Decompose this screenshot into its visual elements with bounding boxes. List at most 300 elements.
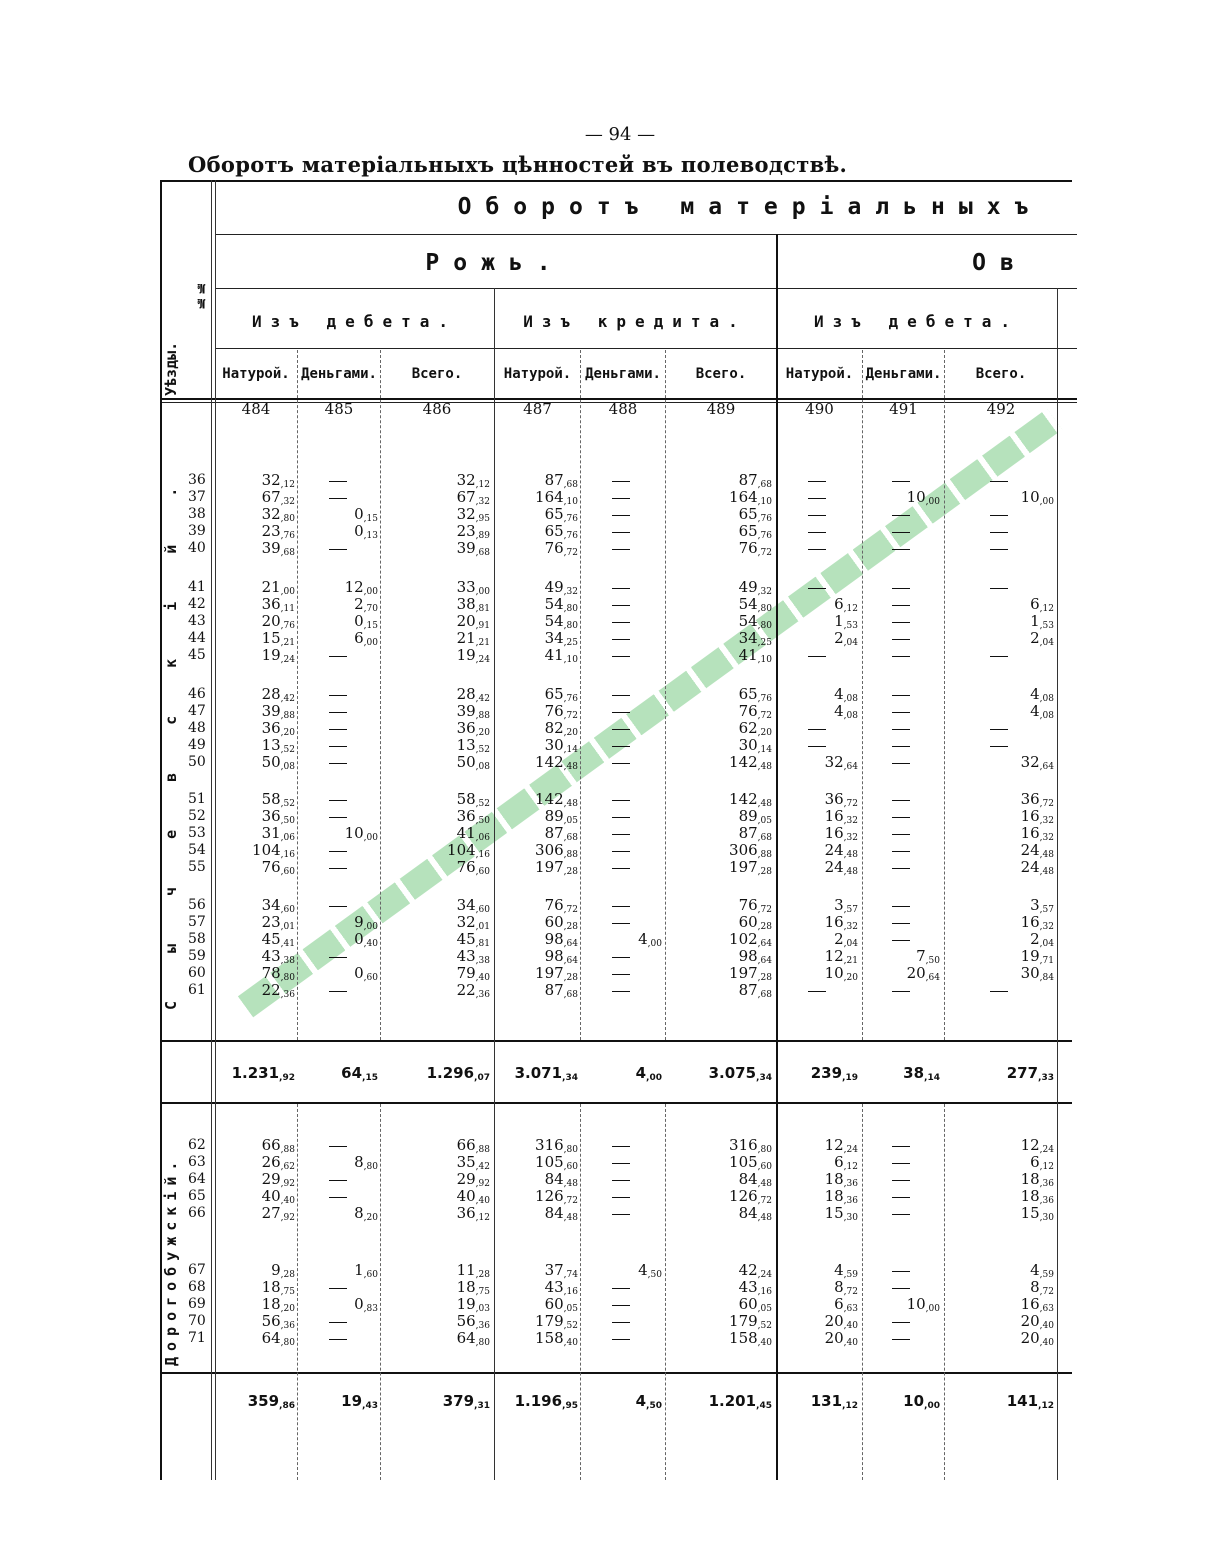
table-cell: $158_{,40}$: [729, 1329, 772, 1348]
table-cell: $84_{,48}$: [738, 1170, 772, 1189]
table-cell: $87_{,68}$: [544, 981, 578, 1000]
table-cell: [297, 983, 378, 998]
table-cell: $6_{,00}$: [354, 629, 378, 648]
table-cell: $32_{,95}$: [456, 505, 490, 524]
table-cell: [297, 1172, 378, 1187]
total-cell: $3.075_{,34}$: [708, 1064, 772, 1083]
table-cell: [862, 1314, 940, 1329]
table-cell: [580, 1172, 662, 1187]
subheader-col-4: Натурой.: [503, 366, 572, 382]
table-cell: [862, 738, 940, 753]
table-cell: $23_{,01}$: [261, 913, 295, 932]
table-cell: [580, 949, 662, 964]
table-cell: [580, 631, 662, 646]
table-cell: $12_{,24}$: [824, 1136, 858, 1155]
table-cell: $164_{,10}$: [729, 488, 772, 507]
table-cell: $10_{,00}$: [906, 1295, 940, 1314]
table-cell: $43_{,38}$: [261, 947, 295, 966]
table-cell: $49_{,32}$: [544, 578, 578, 597]
table-cell: [580, 524, 662, 539]
table-cell: [776, 983, 858, 998]
table-cell: $65_{,76}$: [738, 522, 772, 541]
table-cell: [944, 473, 1054, 488]
table-cell: [580, 915, 662, 930]
table-cell: $0_{,13}$: [354, 522, 378, 541]
table-cell: $197_{,28}$: [535, 964, 578, 983]
row-number: 47: [188, 703, 206, 719]
table-cell: $2_{,04}$: [834, 930, 858, 949]
table-cell: $20_{,76}$: [261, 612, 295, 631]
table-cell: $2_{,04}$: [1030, 629, 1054, 648]
table-cell: $10_{,20}$: [824, 964, 858, 983]
table-cell: $4_{,00}$: [638, 930, 662, 949]
table-cell: [862, 983, 940, 998]
table-cell: [580, 580, 662, 595]
table-cell: [580, 597, 662, 612]
table-cell: $50_{,08}$: [456, 753, 490, 772]
table-cell: $65_{,76}$: [738, 505, 772, 524]
table-cell: [776, 648, 858, 663]
table-cell: $24_{,48}$: [1020, 841, 1054, 860]
row-number: 53: [188, 825, 206, 841]
table-cell: [862, 507, 940, 522]
table-cell: [776, 541, 858, 556]
table-cell: $28_{,42}$: [456, 685, 490, 704]
total-cell: $1.231_{,92}$: [231, 1064, 295, 1083]
header-rye-credit: Изъ кредита.: [523, 312, 747, 331]
table-cell: $18_{,36}$: [1020, 1187, 1054, 1206]
row-number: 58: [188, 931, 206, 947]
row-number: 70: [188, 1313, 206, 1329]
table-cell: $76_{,72}$: [738, 702, 772, 721]
table-cell: $142_{,48}$: [535, 753, 578, 772]
table-cell: [580, 843, 662, 858]
table-cell: [862, 580, 940, 595]
row-number: 69: [188, 1296, 206, 1312]
table-cell: $4_{,50}$: [638, 1261, 662, 1280]
row-number: 63: [188, 1154, 206, 1170]
row-number: 60: [188, 965, 206, 981]
table-cell: $16_{,32}$: [1020, 824, 1054, 843]
table-cell: $39_{,68}$: [456, 539, 490, 558]
table-cell: $316_{,80}$: [535, 1136, 578, 1155]
table-cell: $41_{,06}$: [456, 824, 490, 843]
row-number: 38: [188, 506, 206, 522]
table-cell: $34_{,25}$: [544, 629, 578, 648]
table-cell: $306_{,88}$: [729, 841, 772, 860]
row-number: 61: [188, 982, 206, 998]
table-cell: $36_{,72}$: [1020, 790, 1054, 809]
table-cell: [297, 687, 378, 702]
table-cell: $39_{,88}$: [261, 702, 295, 721]
table-cell: $78_{,80}$: [261, 964, 295, 983]
table-cell: $0_{,83}$: [354, 1295, 378, 1314]
table-cell: $65_{,76}$: [738, 685, 772, 704]
column-number-490: 490: [805, 400, 834, 418]
table-cell: [580, 1155, 662, 1170]
table-cell: $43_{,16}$: [738, 1278, 772, 1297]
table-cell: $28_{,42}$: [261, 685, 295, 704]
table-cell: [297, 860, 378, 875]
table-cell: [297, 1331, 378, 1346]
table-cell: $76_{,60}$: [261, 858, 295, 877]
table-cell: [580, 687, 662, 702]
table-cell: $30_{,84}$: [1020, 964, 1054, 983]
table-cell: $76_{,72}$: [544, 539, 578, 558]
table-cell: [944, 983, 1054, 998]
subheader-col-9: Всего.: [975, 366, 1027, 382]
table-cell: $36_{,20}$: [456, 719, 490, 738]
table-cell: $102_{,64}$: [729, 930, 772, 949]
table-cell: $6_{,12}$: [1030, 1153, 1054, 1172]
table-cell: $27_{,92}$: [261, 1204, 295, 1223]
table-cell: $0_{,15}$: [354, 612, 378, 631]
row-number: 57: [188, 914, 206, 930]
table-cell: $8_{,72}$: [1030, 1278, 1054, 1297]
table-cell: $32_{,01}$: [456, 913, 490, 932]
table-cell: $76_{,72}$: [544, 896, 578, 915]
table-cell: $0_{,40}$: [354, 930, 378, 949]
table-cell: [862, 1280, 940, 1295]
total-cell: $131_{,12}$: [810, 1392, 858, 1411]
table-cell: $19_{,03}$: [456, 1295, 490, 1314]
table-cell: [297, 1189, 378, 1204]
row-number: 36: [188, 472, 206, 488]
table-cell: [862, 932, 940, 947]
table-cell: $50_{,08}$: [261, 753, 295, 772]
table-cell: $98_{,64}$: [544, 930, 578, 949]
table-cell: [580, 1206, 662, 1221]
table-cell: [580, 826, 662, 841]
table-cell: $12_{,00}$: [344, 578, 378, 597]
row-number: 44: [188, 630, 206, 646]
row-number: 50: [188, 754, 206, 770]
table-cell: $10_{,00}$: [344, 824, 378, 843]
row-number: 59: [188, 948, 206, 964]
subheader-col-3: Всего.: [411, 366, 463, 382]
table-cell: $32_{,80}$: [261, 505, 295, 524]
table-cell: $21_{,21}$: [456, 629, 490, 648]
table-cell: $19_{,24}$: [456, 646, 490, 665]
header-turnover: Оборотъ матеріальныхъ: [457, 194, 1043, 220]
table-cell: [580, 541, 662, 556]
table-cell: $67_{,32}$: [261, 488, 295, 507]
table-cell: [580, 507, 662, 522]
total-cell: $277_{,33}$: [1006, 1064, 1054, 1083]
table-cell: $15_{,30}$: [1020, 1204, 1054, 1223]
total-cell: $359_{,86}$: [247, 1392, 295, 1411]
table-cell: $58_{,52}$: [456, 790, 490, 809]
table-cell: $65_{,76}$: [544, 522, 578, 541]
table-cell: $0_{,60}$: [354, 964, 378, 983]
table-cell: $20_{,91}$: [456, 612, 490, 631]
table-cell: [862, 473, 940, 488]
table-cell: [862, 614, 940, 629]
total-cell: $4_{,50}$: [635, 1392, 662, 1411]
row-number: 51: [188, 791, 206, 807]
table-cell: $142_{,48}$: [729, 790, 772, 809]
table-cell: $4_{,59}$: [834, 1261, 858, 1280]
table-cell: $60_{,05}$: [738, 1295, 772, 1314]
table-cell: $16_{,32}$: [1020, 913, 1054, 932]
table-cell: [776, 738, 858, 753]
table-cell: $16_{,63}$: [1020, 1295, 1054, 1314]
table-cell: $76_{,72}$: [738, 539, 772, 558]
table-cell: [580, 792, 662, 807]
row-number: 40: [188, 540, 206, 556]
table-cell: $10_{,00}$: [906, 488, 940, 507]
table-cell: $84_{,48}$: [544, 1170, 578, 1189]
table-cell: [297, 1138, 378, 1153]
table-cell: $76_{,72}$: [544, 702, 578, 721]
row-number: 52: [188, 808, 206, 824]
column-number-491: 491: [889, 400, 918, 418]
table-cell: $84_{,48}$: [738, 1204, 772, 1223]
table-cell: $1_{,53}$: [1030, 612, 1054, 631]
table-cell: $6_{,63}$: [834, 1295, 858, 1314]
column-number-485: 485: [324, 400, 354, 418]
table-cell: $16_{,32}$: [824, 913, 858, 932]
table-cell: $18_{,36}$: [1020, 1170, 1054, 1189]
table-cell: $4_{,08}$: [834, 685, 858, 704]
table-cell: $13_{,52}$: [261, 736, 295, 755]
table-cell: $54_{,80}$: [738, 612, 772, 631]
table-cell: $66_{,88}$: [456, 1136, 490, 1155]
table-cell: $197_{,28}$: [729, 964, 772, 983]
table-cell: $87_{,68}$: [738, 824, 772, 843]
row-number: 37: [188, 489, 206, 505]
table-cell: $54_{,80}$: [544, 612, 578, 631]
table-cell: [862, 860, 940, 875]
table-cell: [862, 631, 940, 646]
total-cell: $3.071_{,34}$: [514, 1064, 578, 1083]
table-cell: $3_{,57}$: [1030, 896, 1054, 915]
row-number: 41: [188, 579, 206, 595]
table-cell: $64_{,80}$: [456, 1329, 490, 1348]
table-cell: $104_{,16}$: [447, 841, 490, 860]
header-rye: Рожь.: [425, 250, 565, 276]
row-number: 56: [188, 897, 206, 913]
table-cell: $24_{,48}$: [1020, 858, 1054, 877]
table-cell: $18_{,36}$: [824, 1187, 858, 1206]
table-cell: [580, 966, 662, 981]
table-cell: [580, 983, 662, 998]
table-cell: $34_{,60}$: [261, 896, 295, 915]
table-cell: $18_{,75}$: [261, 1278, 295, 1297]
row-number: 55: [188, 859, 206, 875]
table-cell: [776, 507, 858, 522]
table-cell: $4_{,08}$: [1030, 685, 1054, 704]
table-cell: [776, 524, 858, 539]
table-cell: $105_{,60}$: [729, 1153, 772, 1172]
table-cell: $19_{,24}$: [261, 646, 295, 665]
total-cell: $4_{,00}$: [635, 1064, 662, 1083]
table-cell: [862, 524, 940, 539]
table-cell: $8_{,20}$: [354, 1204, 378, 1223]
table-cell: [297, 792, 378, 807]
table-cell: [862, 898, 940, 913]
table-cell: $4_{,08}$: [834, 702, 858, 721]
table-cell: $1_{,60}$: [354, 1261, 378, 1280]
table-cell: [580, 704, 662, 719]
table-cell: [580, 755, 662, 770]
total-cell: $379_{,31}$: [442, 1392, 490, 1411]
table-cell: $24_{,48}$: [824, 841, 858, 860]
table-cell: $40_{,40}$: [261, 1187, 295, 1206]
table-cell: [297, 843, 378, 858]
table-cell: [580, 648, 662, 663]
table-cell: $56_{,36}$: [261, 1312, 295, 1331]
table-cell: $18_{,75}$: [456, 1278, 490, 1297]
table-cell: [580, 1280, 662, 1295]
table-cell: [862, 1189, 940, 1204]
row-number: 67: [188, 1262, 206, 1278]
table-cell: [580, 1331, 662, 1346]
table-cell: $79_{,40}$: [456, 964, 490, 983]
table-cell: $19_{,71}$: [1020, 947, 1054, 966]
table-cell: $1_{,53}$: [834, 612, 858, 631]
table-cell: $89_{,05}$: [544, 807, 578, 826]
header-oats: Ов: [972, 250, 1028, 276]
table-cell: $36_{,50}$: [261, 807, 295, 826]
table-cell: $29_{,92}$: [261, 1170, 295, 1189]
table-cell: $13_{,52}$: [456, 736, 490, 755]
table-cell: [862, 1206, 940, 1221]
row-number: 64: [188, 1171, 206, 1187]
table-cell: [862, 541, 940, 556]
table-cell: [862, 843, 940, 858]
table-cell: [580, 1189, 662, 1204]
row-number: 65: [188, 1188, 206, 1204]
table-cell: $36_{,72}$: [824, 790, 858, 809]
table-cell: $104_{,16}$: [252, 841, 295, 860]
row-number: 66: [188, 1205, 206, 1221]
table-cell: $82_{,20}$: [544, 719, 578, 738]
row-number: 68: [188, 1279, 206, 1295]
table-cell: $18_{,36}$: [824, 1170, 858, 1189]
table-cell: [862, 915, 940, 930]
table-cell: $3_{,57}$: [834, 896, 858, 915]
table-cell: $197_{,28}$: [535, 858, 578, 877]
table-cell: $40_{,40}$: [456, 1187, 490, 1206]
table-cell: $34_{,25}$: [738, 629, 772, 648]
subheader-col-2: Деньгами.: [301, 366, 377, 382]
header-number: №№: [194, 280, 209, 310]
table-cell: [862, 809, 940, 824]
table-cell: $60_{,05}$: [544, 1295, 578, 1314]
header-uezd: Уѣзды.: [162, 341, 180, 396]
table-cell: $6_{,12}$: [834, 595, 858, 614]
column-number-486: 486: [422, 400, 452, 418]
table-cell: [297, 721, 378, 736]
table-cell: $54_{,80}$: [544, 595, 578, 614]
table-cell: [776, 580, 858, 595]
header-rye-debit: Изъ дебета.: [252, 312, 457, 331]
table-cell: $21_{,00}$: [261, 578, 295, 597]
page-number: — 94 —: [584, 124, 656, 145]
table-cell: $31_{,06}$: [261, 824, 295, 843]
table-cell: [297, 1280, 378, 1295]
total-cell: $38_{,14}$: [903, 1064, 940, 1083]
table-cell: $35_{,42}$: [456, 1153, 490, 1172]
row-number: 39: [188, 523, 206, 539]
table-cell: [862, 826, 940, 841]
table-cell: $2_{,70}$: [354, 595, 378, 614]
table-cell: [297, 541, 378, 556]
table-cell: $98_{,64}$: [544, 947, 578, 966]
table-cell: [580, 809, 662, 824]
table-cell: $7_{,50}$: [916, 947, 940, 966]
table-cell: [297, 898, 378, 913]
table-cell: $49_{,32}$: [738, 578, 772, 597]
table-cell: $197_{,28}$: [729, 858, 772, 877]
subheader-col-6: Всего.: [695, 366, 747, 382]
table-cell: $58_{,52}$: [261, 790, 295, 809]
table-cell: $60_{,28}$: [544, 913, 578, 932]
table-cell: [580, 1138, 662, 1153]
table-cell: $24_{,48}$: [824, 858, 858, 877]
table-cell: $32_{,64}$: [1020, 753, 1054, 772]
table-cell: $41_{,10}$: [544, 646, 578, 665]
table-cell: [944, 648, 1054, 663]
total-cell: $10_{,00}$: [903, 1392, 940, 1411]
table-cell: [862, 597, 940, 612]
row-number: 42: [188, 596, 206, 612]
table-cell: $65_{,76}$: [544, 505, 578, 524]
table-cell: $39_{,68}$: [261, 539, 295, 558]
column-number-489: 489: [706, 400, 736, 418]
table-cell: $64_{,80}$: [261, 1329, 295, 1348]
table-cell: [862, 1138, 940, 1153]
table-cell: [297, 809, 378, 824]
table-cell: [580, 721, 662, 736]
table-cell: $32_{,64}$: [824, 753, 858, 772]
table-cell: $65_{,76}$: [544, 685, 578, 704]
table-cell: [944, 580, 1054, 595]
table-cell: [297, 755, 378, 770]
table-cell: [944, 738, 1054, 753]
table-cell: $36_{,12}$: [456, 1204, 490, 1223]
table-cell: $2_{,04}$: [834, 629, 858, 648]
total-cell: $141_{,12}$: [1006, 1392, 1054, 1411]
table-cell: $87_{,68}$: [738, 471, 772, 490]
table-cell: [580, 490, 662, 505]
table-cell: $66_{,88}$: [261, 1136, 295, 1155]
table-cell: $20_{,40}$: [824, 1329, 858, 1348]
table-cell: $87_{,68}$: [544, 471, 578, 490]
table-cell: [580, 1297, 662, 1312]
district-dorogobuzhsky: Дорогобужскій.: [162, 1155, 180, 1366]
table-cell: $36_{,20}$: [261, 719, 295, 738]
table-cell: [297, 738, 378, 753]
table-cell: $15_{,30}$: [824, 1204, 858, 1223]
table-cell: [862, 1155, 940, 1170]
table-cell: [944, 507, 1054, 522]
table-cell: $18_{,20}$: [261, 1295, 295, 1314]
row-number: 45: [188, 647, 206, 663]
table-cell: [580, 738, 662, 753]
table-cell: $6_{,12}$: [834, 1153, 858, 1172]
total-cell: $64_{,15}$: [341, 1064, 378, 1083]
total-cell: $1.196_{,95}$: [514, 1392, 578, 1411]
table-cell: $22_{,36}$: [261, 981, 295, 1000]
table-cell: [297, 704, 378, 719]
table-cell: $23_{,76}$: [261, 522, 295, 541]
row-number: 54: [188, 842, 206, 858]
row-number: 62: [188, 1137, 206, 1153]
table-cell: $306_{,88}$: [535, 841, 578, 860]
table-cell: $9_{,28}$: [271, 1261, 295, 1280]
